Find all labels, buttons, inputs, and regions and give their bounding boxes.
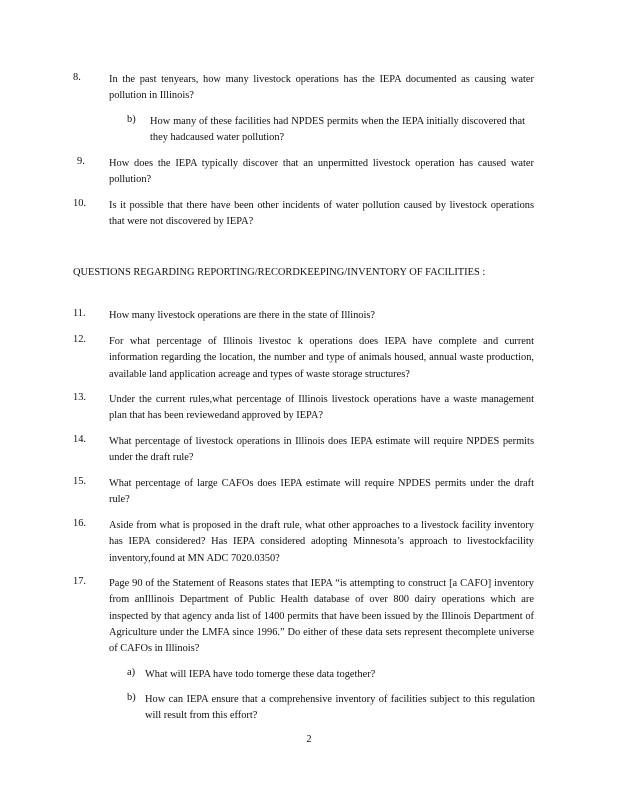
- question-number: 9.: [77, 156, 85, 167]
- sub-question-text: How many of these facilities had NPDES permits when the IEPA initially discovered that they hadcaused water pollution?: [150, 116, 525, 144]
- question-text: In the past tenyears, how many livestock operations has the IEPA documented as causing water pollution in Illinois?: [109, 74, 534, 102]
- sub-question-text: What will IEPA have todo tomerge these data together?: [145, 669, 376, 680]
- sub-question-text: How can IEPA ensure that a comprehensive inventory of facilities subject to this regulation will result from this effort?: [145, 694, 535, 722]
- question-number: 12.: [73, 334, 86, 345]
- question-text: For what percentage of Illinois livestoc k operations does IEPA have complete and current information regarding the location, the number and type of animals housed, annual waste production, available land application acreage and types of waste storage structures?: [109, 336, 534, 380]
- question-text: What percentage of livestock operations in Illinois does IEPA estimate will require NPDES permits under the draft rule?: [109, 436, 534, 464]
- question-number: 10.: [73, 198, 86, 209]
- sub-question-letter: b): [127, 692, 136, 703]
- question-number: 16.: [73, 518, 86, 529]
- question-number: 15.: [73, 476, 86, 487]
- question-number: 13.: [73, 392, 86, 403]
- sub-question-letter: a): [127, 667, 136, 678]
- question-text: Aside from what is proposed in the draft rule, what other approaches to a livestock facility inventory has IEPA considered? Has IEPA considered adopting Minnesota’s approach to livestockfacility inventory,found at MN ADC 7020.0350?: [109, 520, 534, 564]
- question-text: Is it possible that there have been other incidents of water pollution caused by livestock operations that were not discovered by IEPA?: [109, 200, 534, 228]
- question-number: 17.: [73, 576, 86, 587]
- question-number: 8.: [73, 72, 81, 83]
- section-heading: QUESTIONS REGARDING REPORTING/RECORDKEEPING/INVENTORY OF FACILITIES :: [73, 267, 486, 278]
- question-text: Page 90 of the Statement of Reasons states that IEPA “is attempting to construct [a CAFO] inventory from anIllinois Department of Public Health database of over 800 dairy operations which are inspected by that agency anda list of 1400 permits that have been issued by the Illinois Department of Agriculture under the LMFA since 1996.” Do either of these data sets represent thecomplete universe of CAFOs in Illinois?: [109, 578, 534, 655]
- question-text: Under the current rules,what percentage of Illinois livestock operations have a waste management plan that has been reviewedand approved by IEPA?: [109, 394, 534, 422]
- page-number: 2: [306, 734, 312, 745]
- sub-question-letter: b): [127, 114, 136, 125]
- question-text: What percentage of large CAFOs does IEPA estimate will require NPDES permits under the draft rule?: [109, 478, 534, 506]
- question-number: 11.: [73, 308, 86, 319]
- question-text: How many livestock operations are there in the state of Illinois?: [109, 310, 376, 321]
- question-text: How does the IEPA typically discover that an unpermitted livestock operation has caused water pollution?: [109, 158, 534, 186]
- question-number: 14.: [73, 434, 86, 445]
